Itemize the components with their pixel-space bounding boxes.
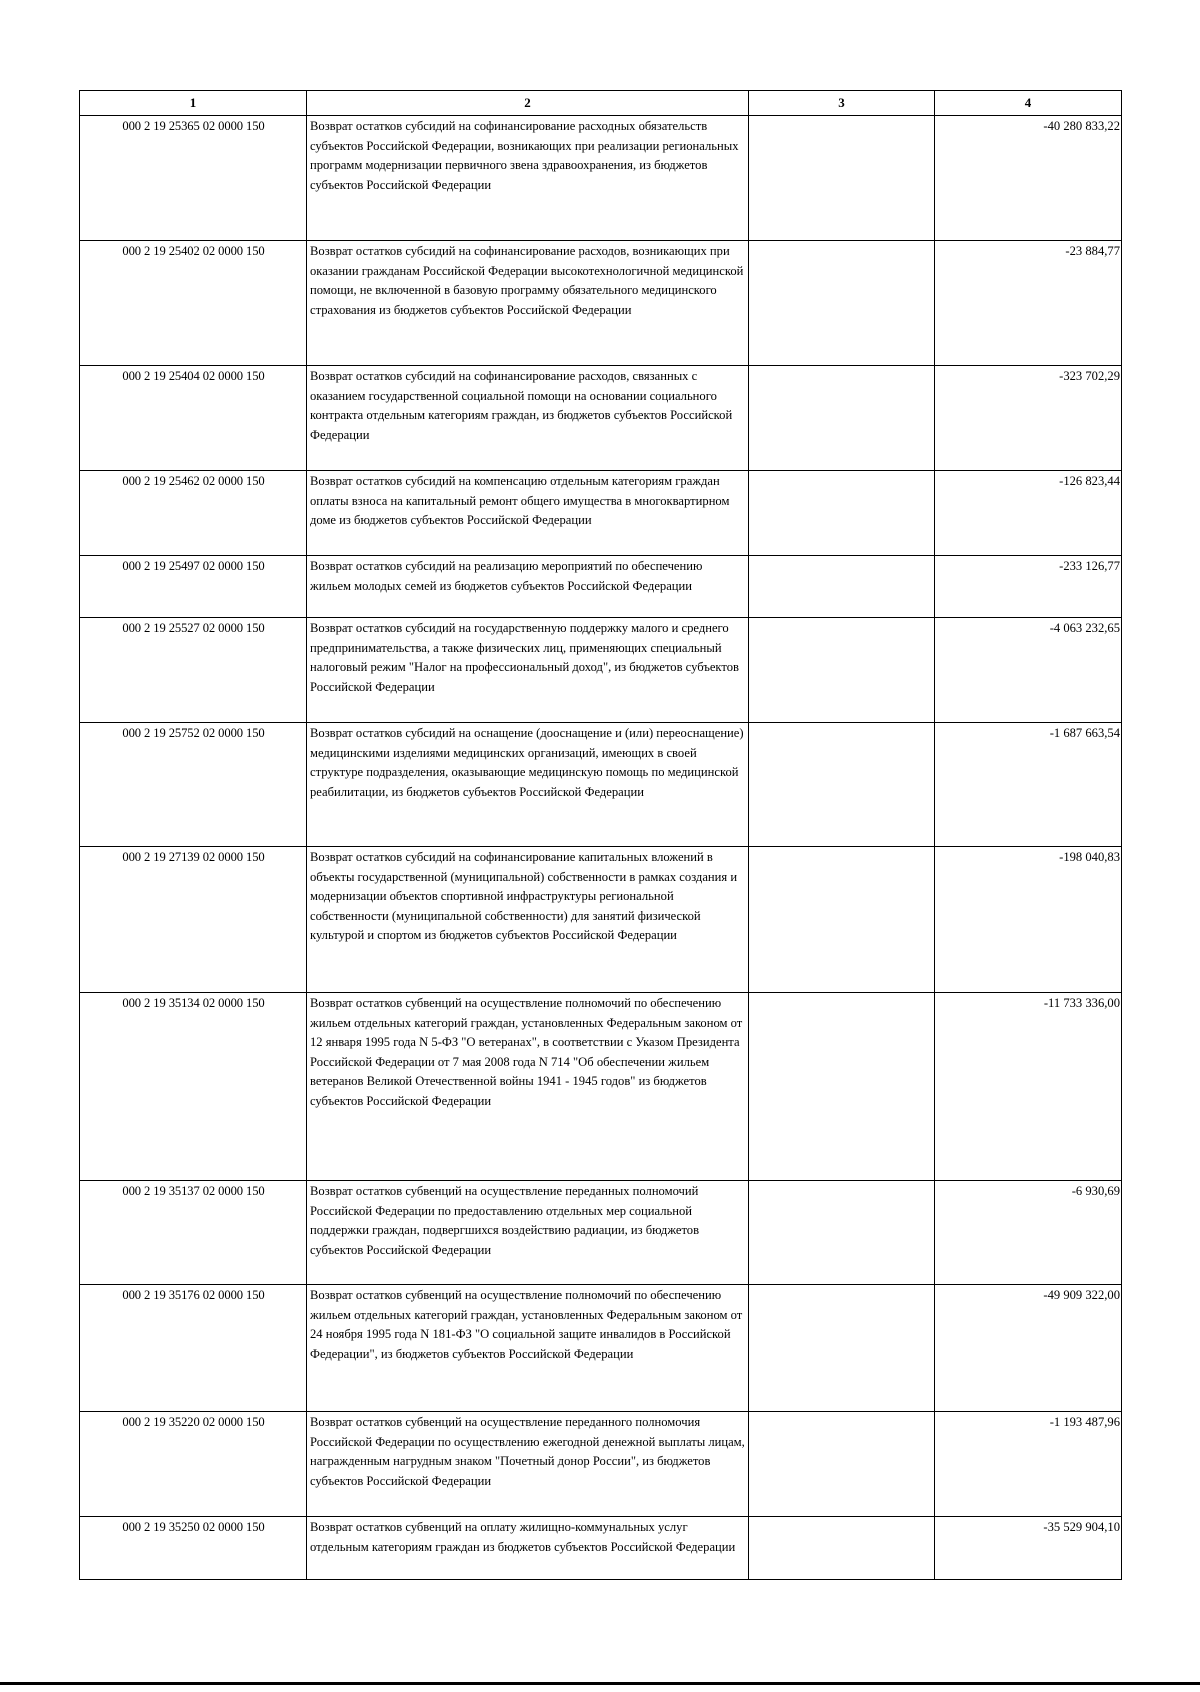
table-row	[80, 366, 1122, 471]
amount-cell: -126 823,44	[935, 471, 1122, 556]
header-col-4: 4	[935, 91, 1122, 116]
row-description: Возврат остатков субвенций на осуществление переданного полномочия Российской Федерации по осуществлению ежегодной денежной выплаты лицам, награжденным нагрудным знаком "Почетный донор России", из бюджетов субъектов Российской Федерации	[307, 1412, 749, 1517]
column-3-cell	[749, 993, 935, 1181]
column-3-cell	[749, 618, 935, 723]
amount-cell: -1 193 487,96	[935, 1412, 1122, 1517]
budget-code: 000 2 19 25497 02 0000 150	[80, 556, 307, 618]
column-3-cell	[749, 723, 935, 847]
table-row	[80, 847, 1122, 993]
column-3-cell	[749, 116, 935, 241]
header-col-2: 2	[307, 91, 749, 116]
header-col-3: 3	[749, 91, 935, 116]
amount-cell: -23 884,77	[935, 241, 1122, 366]
row-description: Возврат остатков субвенций на осуществление переданных полномочий Российской Федерации по предоставлению отдельных мер социальной поддержки граждан, подвергшихся воздействию радиации, из бюджетов субъектов Российской Федерации	[307, 1181, 749, 1285]
table-row	[80, 1285, 1122, 1412]
budget-code: 000 2 19 25404 02 0000 150	[80, 366, 307, 471]
amount-cell: -323 702,29	[935, 366, 1122, 471]
table-row	[80, 993, 1122, 1181]
budget-code: 000 2 19 25365 02 0000 150	[80, 116, 307, 241]
table-row	[80, 723, 1122, 847]
table-row	[80, 116, 1122, 241]
budget-code: 000 2 19 35220 02 0000 150	[80, 1412, 307, 1517]
column-3-cell	[749, 1181, 935, 1285]
budget-code: 000 2 19 27139 02 0000 150	[80, 847, 307, 993]
row-description: Возврат остатков субсидий на компенсацию отдельным категориям граждан оплаты взноса на капитальный ремонт общего имущества в многоквартирном доме из бюджетов субъектов Российской Федерации	[307, 471, 749, 556]
amount-cell: -6 930,69	[935, 1181, 1122, 1285]
amount-cell: -198 040,83	[935, 847, 1122, 993]
table-row	[80, 1517, 1122, 1580]
amount-cell: -49 909 322,00	[935, 1285, 1122, 1412]
column-3-cell	[749, 471, 935, 556]
table-row	[80, 471, 1122, 556]
budget-code: 000 2 19 35134 02 0000 150	[80, 993, 307, 1181]
column-3-cell	[749, 1517, 935, 1580]
row-description: Возврат остатков субвенций на осуществление полномочий по обеспечению жильем отдельных категорий граждан, установленных Федеральным законом от 24 ноября 1995 года N 181-ФЗ "О социальной защите инвалидов в Российской Федерации", из бюджетов субъектов Российской Федерации	[307, 1285, 749, 1412]
budget-code: 000 2 19 35137 02 0000 150	[80, 1181, 307, 1285]
row-description: Возврат остатков субсидий на софинансирование капитальных вложений в объекты государственной (муниципальной) собственности в рамках создания и модернизации объектов спортивной инфраструктуры региональной собственности (муниципальной собственности) для занятий физической культурой и спортом из бюджетов субъектов Российской Федерации	[307, 847, 749, 993]
table-row	[80, 1412, 1122, 1517]
amount-cell: -35 529 904,10	[935, 1517, 1122, 1580]
row-description: Возврат остатков субсидий на софинансирование расходов, связанных с оказанием государственной социальной помощи на основании социального контракта отдельным категориям граждан, из бюджетов субъектов Российской Федерации	[307, 366, 749, 471]
table-row	[80, 556, 1122, 618]
budget-code: 000 2 19 25527 02 0000 150	[80, 618, 307, 723]
row-description: Возврат остатков субсидий на реализацию мероприятий по обеспечению жильем молодых семей из бюджетов субъектов Российской Федерации	[307, 556, 749, 618]
table-row	[80, 241, 1122, 366]
budget-code: 000 2 19 35250 02 0000 150	[80, 1517, 307, 1580]
row-description: Возврат остатков субсидий на оснащение (дооснащение и (или) переоснащение) медицинскими изделиями медицинских организаций, имеющих в своей структуре подразделения, оказывающие медицинскую помощь по медицинской реабилитации, из бюджетов субъектов Российской Федерации	[307, 723, 749, 847]
amount-cell: -40 280 833,22	[935, 116, 1122, 241]
column-3-cell	[749, 366, 935, 471]
budget-table	[79, 90, 1122, 1580]
budget-code: 000 2 19 35176 02 0000 150	[80, 1285, 307, 1412]
row-description: Возврат остатков субсидий на софинансирование расходов, возникающих при оказании гражданам Российской Федерации высокотехнологичной медицинской помощи, не включенной в базовую программу обязательного медицинского страхования из бюджетов субъектов Российской Федерации	[307, 241, 749, 366]
header-row	[80, 91, 1122, 116]
row-description: Возврат остатков субвенций на осуществление полномочий по обеспечению жильем отдельных категорий граждан, установленных Федеральным законом от 12 января 1995 года N 5-ФЗ "О ветеранах", в соответствии с Указом Президента Российской Федерации от 7 мая 2008 года N 714 "Об обеспечении жильем ветеранов Великой Отечественной войны 1941 - 1945 годов" из бюджетов субъектов Российской Федерации	[307, 993, 749, 1181]
table-row	[80, 1181, 1122, 1285]
column-3-cell	[749, 556, 935, 618]
amount-cell: -1 687 663,54	[935, 723, 1122, 847]
page-bottom-rule	[0, 1682, 1200, 1685]
budget-code: 000 2 19 25402 02 0000 150	[80, 241, 307, 366]
header-col-1: 1	[80, 91, 307, 116]
table-row	[80, 618, 1122, 723]
budget-code: 000 2 19 25752 02 0000 150	[80, 723, 307, 847]
row-description: Возврат остатков субсидий на государственную поддержку малого и среднего предпринимательства, а также физических лиц, применяющих специальный налоговый режим "Налог на профессиональный доход", из бюджетов субъектов Российской Федерации	[307, 618, 749, 723]
amount-cell: -233 126,77	[935, 556, 1122, 618]
column-3-cell	[749, 241, 935, 366]
column-3-cell	[749, 847, 935, 993]
row-description: Возврат остатков субвенций на оплату жилищно-коммунальных услуг отдельным категориям граждан из бюджетов субъектов Российской Федерации	[307, 1517, 749, 1580]
column-3-cell	[749, 1285, 935, 1412]
column-3-cell	[749, 1412, 935, 1517]
row-description: Возврат остатков субсидий на софинансирование расходных обязательств субъектов Российской Федерации, возникающих при реализации региональных программ модернизации первичного звена здравоохранения, из бюджетов субъектов Российской Федерации	[307, 116, 749, 241]
amount-cell: -11 733 336,00	[935, 993, 1122, 1181]
amount-cell: -4 063 232,65	[935, 618, 1122, 723]
budget-code: 000 2 19 25462 02 0000 150	[80, 471, 307, 556]
